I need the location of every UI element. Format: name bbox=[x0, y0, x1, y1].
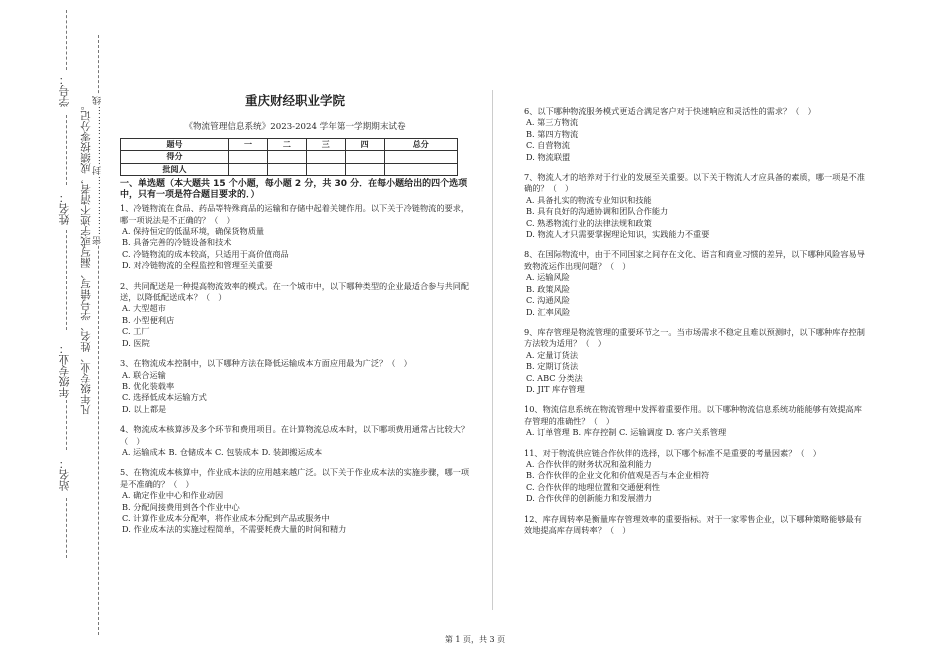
score-table-row bbox=[121, 163, 458, 175]
answer-option[interactable]: C. 冷链物流的成本较高，只适用于高价值商品 bbox=[122, 248, 289, 259]
question-text: 3、在物流成本控制中，以下哪种方法在降低运输成本方面应用最为广泛？（ ） bbox=[120, 358, 412, 369]
question bbox=[524, 172, 868, 240]
fill-line bbox=[66, 498, 67, 558]
question bbox=[524, 249, 868, 317]
seal-line-text: 密………………封………………线 bbox=[93, 95, 103, 245]
answer-option[interactable]: B. 具有良好的沟通协调和团队合作能力 bbox=[526, 206, 669, 217]
right-column bbox=[524, 104, 868, 536]
score-input-cell[interactable] bbox=[345, 163, 384, 175]
score-input-cell[interactable] bbox=[306, 151, 345, 163]
score-table-cell: 四 bbox=[345, 139, 384, 151]
fill-line bbox=[66, 115, 67, 185]
question bbox=[120, 203, 470, 271]
question-text: 6、以下哪种物流服务模式更适合满足客户对于快速响应和灵活性的需求？（ ） bbox=[524, 106, 816, 116]
score-table-cell: 三 bbox=[306, 139, 345, 151]
question bbox=[524, 327, 868, 395]
answer-option[interactable]: C. 选择低成本运输方式 bbox=[122, 392, 207, 403]
answer-option[interactable]: B. 优化装载率 bbox=[122, 380, 175, 391]
score-table-header-row bbox=[121, 139, 458, 151]
score-input-cell[interactable] bbox=[384, 163, 458, 175]
question-text: 12、库存周转率是衡量库存管理效率的重要指标。对于一家零售企业，以下哪种策略能够最有效地提高库存周转率？（ ） bbox=[524, 513, 862, 535]
answer-option[interactable]: D. JIT 库存管理 bbox=[526, 383, 585, 394]
score-input-cell[interactable] bbox=[267, 163, 306, 175]
answer-option[interactable]: D. 以上都是 bbox=[122, 403, 167, 414]
answer-option[interactable]: B. 小型便利店 bbox=[122, 314, 175, 325]
column-divider bbox=[492, 90, 493, 610]
score-table-cell: 总分 bbox=[384, 139, 458, 151]
score-table-cell: 二 bbox=[267, 139, 306, 151]
name-label: 姓名： bbox=[58, 192, 71, 225]
answer-option[interactable]: D. 物流联盟 bbox=[526, 151, 571, 162]
score-input-cell[interactable] bbox=[267, 151, 306, 163]
answer-option[interactable]: B. 第四方物流 bbox=[526, 128, 579, 139]
class-label: 年级专业： bbox=[58, 343, 71, 398]
question-text: 2、共同配送是一种提高物流效率的模式。在一个城市中，以下哪种类型的企业最适合参与共同配送，以降低配送成本？（ ） bbox=[120, 280, 470, 303]
score-input-cell[interactable] bbox=[229, 163, 268, 175]
question-text: 11、对于物流供应链合作伙伴的选择，以下哪个标准不是重要的考量因素？（ ） bbox=[524, 447, 821, 458]
question-text: 1、冷链物流在食品、药品等特殊商品的运输和存储中起着关键作用。以下关于冷链物流的要求，哪一项说法是不正确的？（ ） bbox=[120, 203, 470, 225]
answer-option[interactable]: A. 保持恒定的低温环境，确保货物质量 bbox=[122, 226, 265, 237]
answer-option[interactable]: D. 合作伙伴的创新能力和发展潜力 bbox=[526, 493, 653, 504]
answer-option[interactable]: A. 订单管理 B. 库存控制 C. 运输调度 D. 客户关系管理 bbox=[526, 427, 727, 438]
warning-notice: 凡年级专业、姓名、学号错写、漏写或字迹不清者，成绩按零分记。 bbox=[80, 100, 92, 415]
answer-option[interactable]: A. 联合运输 bbox=[122, 369, 166, 380]
score-input-cell[interactable] bbox=[345, 151, 384, 163]
answer-option[interactable]: C. 熟悉物流行业的法律法规和政策 bbox=[526, 217, 652, 228]
score-table-cell: 题号 bbox=[121, 139, 229, 151]
question bbox=[524, 514, 868, 537]
fill-line bbox=[66, 400, 67, 450]
answer-option[interactable]: C. 自营物流 bbox=[526, 140, 570, 151]
answer-option[interactable]: A. 运输风险 bbox=[526, 272, 570, 283]
section-title: 一、单选题（本大题共 15 个小题，每小题 2 分，共 30 分．在每小题给出的四个选项中，只有一项是符合题目要求的．） bbox=[120, 179, 468, 201]
seat-label: 站名： bbox=[58, 458, 71, 491]
answer-option[interactable]: C. 计算作业成本分配率，将作业成本分配到产品或服务中 bbox=[122, 512, 330, 523]
fill-line bbox=[66, 10, 67, 70]
question bbox=[120, 358, 470, 415]
answer-option[interactable]: A. 大型超市 bbox=[122, 303, 166, 314]
score-input-cell[interactable] bbox=[306, 163, 345, 175]
answer-option[interactable]: C. 合作伙伴的地理位置和交通便利性 bbox=[526, 481, 660, 492]
question bbox=[524, 448, 868, 505]
answer-option[interactable]: A. 运输成本 B. 仓储成本 C. 包装成本 D. 装卸搬运成本 bbox=[122, 446, 323, 457]
left-question-list bbox=[120, 203, 470, 536]
score-table-cell: 一 bbox=[229, 139, 268, 151]
answer-option[interactable]: C. 工厂 bbox=[122, 326, 150, 337]
left-column bbox=[120, 92, 470, 536]
exam-subtitle: 《物流管理信息系统》2023-2024 学年第一学期期末试卷 bbox=[184, 122, 406, 132]
score-table bbox=[120, 138, 458, 176]
score-input-cell[interactable] bbox=[229, 151, 268, 163]
answer-option[interactable]: D. 物流人才只需要掌握理论知识，实践能力不重要 bbox=[526, 229, 710, 240]
question bbox=[120, 281, 470, 349]
score-row-label: 得分 bbox=[121, 151, 229, 163]
question-text: 5、在物流成本核算中，作业成本法的应用越来越广泛。以下关于作业成本法的实施步骤，哪一项是不准确的？（ ） bbox=[120, 467, 470, 489]
question-text: 7、物流人才的培养对于行业的发展至关重要。以下关于物流人才应具备的素质，哪一项是不准确的？（ ） bbox=[524, 172, 865, 194]
answer-option[interactable]: B. 定期订货法 bbox=[526, 361, 579, 372]
school-title: 重庆财经职业学院 bbox=[244, 93, 345, 108]
answer-option[interactable]: B. 政策风险 bbox=[526, 283, 570, 294]
binding-strip bbox=[0, 0, 115, 672]
answer-option[interactable]: A. 确定作业中心和作业动因 bbox=[122, 490, 224, 501]
answer-option[interactable]: B. 具备完善的冷链设备和技术 bbox=[122, 237, 232, 248]
answer-option[interactable]: B. 合作伙伴的企业文化和价值观是否与本企业相符 bbox=[526, 470, 710, 481]
answer-option[interactable]: C. ABC 分类法 bbox=[526, 372, 583, 383]
answer-option[interactable]: D. 医院 bbox=[122, 337, 150, 348]
score-table-row bbox=[121, 151, 458, 163]
answer-option[interactable]: B. 分配间接费用到各个作业中心 bbox=[122, 501, 240, 512]
answer-option[interactable]: D. 作业成本法的实施过程简单，不需要耗费大量的时间和精力 bbox=[122, 524, 347, 535]
answer-option[interactable]: A. 定量订货法 bbox=[526, 349, 579, 360]
score-input-cell[interactable] bbox=[384, 151, 458, 163]
question bbox=[120, 467, 470, 535]
student-id-label: 学号： bbox=[58, 74, 71, 107]
answer-option[interactable]: A. 具备扎实的物流专业知识和技能 bbox=[526, 194, 652, 205]
question-text: 8、在国际物流中，由于不同国家之间存在文化、语言和商业习惯的差异，以下哪种风险容易导致物流运作出现问题？（ ） bbox=[524, 249, 865, 271]
question bbox=[524, 404, 868, 438]
question-text: 4、物流成本核算涉及多个环节和费用项目。在计算物流总成本时，以下哪项费用通常占比较大？（ ） bbox=[120, 424, 470, 446]
question-text: 9、库存管理是物流管理的重要环节之一。当市场需求不稳定且难以预测时，以下哪种库存控制方法较为适用？（ ） bbox=[524, 326, 865, 349]
question bbox=[120, 424, 470, 458]
answer-option[interactable]: D. 对冷链物流的全程监控和管理至关重要 bbox=[122, 260, 273, 271]
grader-row-label: 批阅人 bbox=[121, 163, 229, 175]
page-footer: 第 1 页，共 3 页 bbox=[444, 635, 506, 644]
fill-line bbox=[66, 230, 67, 330]
question bbox=[524, 106, 868, 163]
question-text: 10、物流信息系统在物流管理中发挥着重要作用。以下哪种物流信息系统功能能够有效提高库存管理的准确性？（ ） bbox=[524, 404, 862, 426]
answer-option[interactable]: A. 合作伙伴的财务状况和盈利能力 bbox=[526, 458, 652, 469]
answer-option[interactable]: A. 第三方物流 bbox=[526, 117, 579, 128]
right-question-list bbox=[524, 106, 868, 536]
answer-option[interactable]: C. 沟通风险 bbox=[526, 295, 570, 306]
answer-option[interactable]: D. 汇率风险 bbox=[526, 306, 571, 317]
